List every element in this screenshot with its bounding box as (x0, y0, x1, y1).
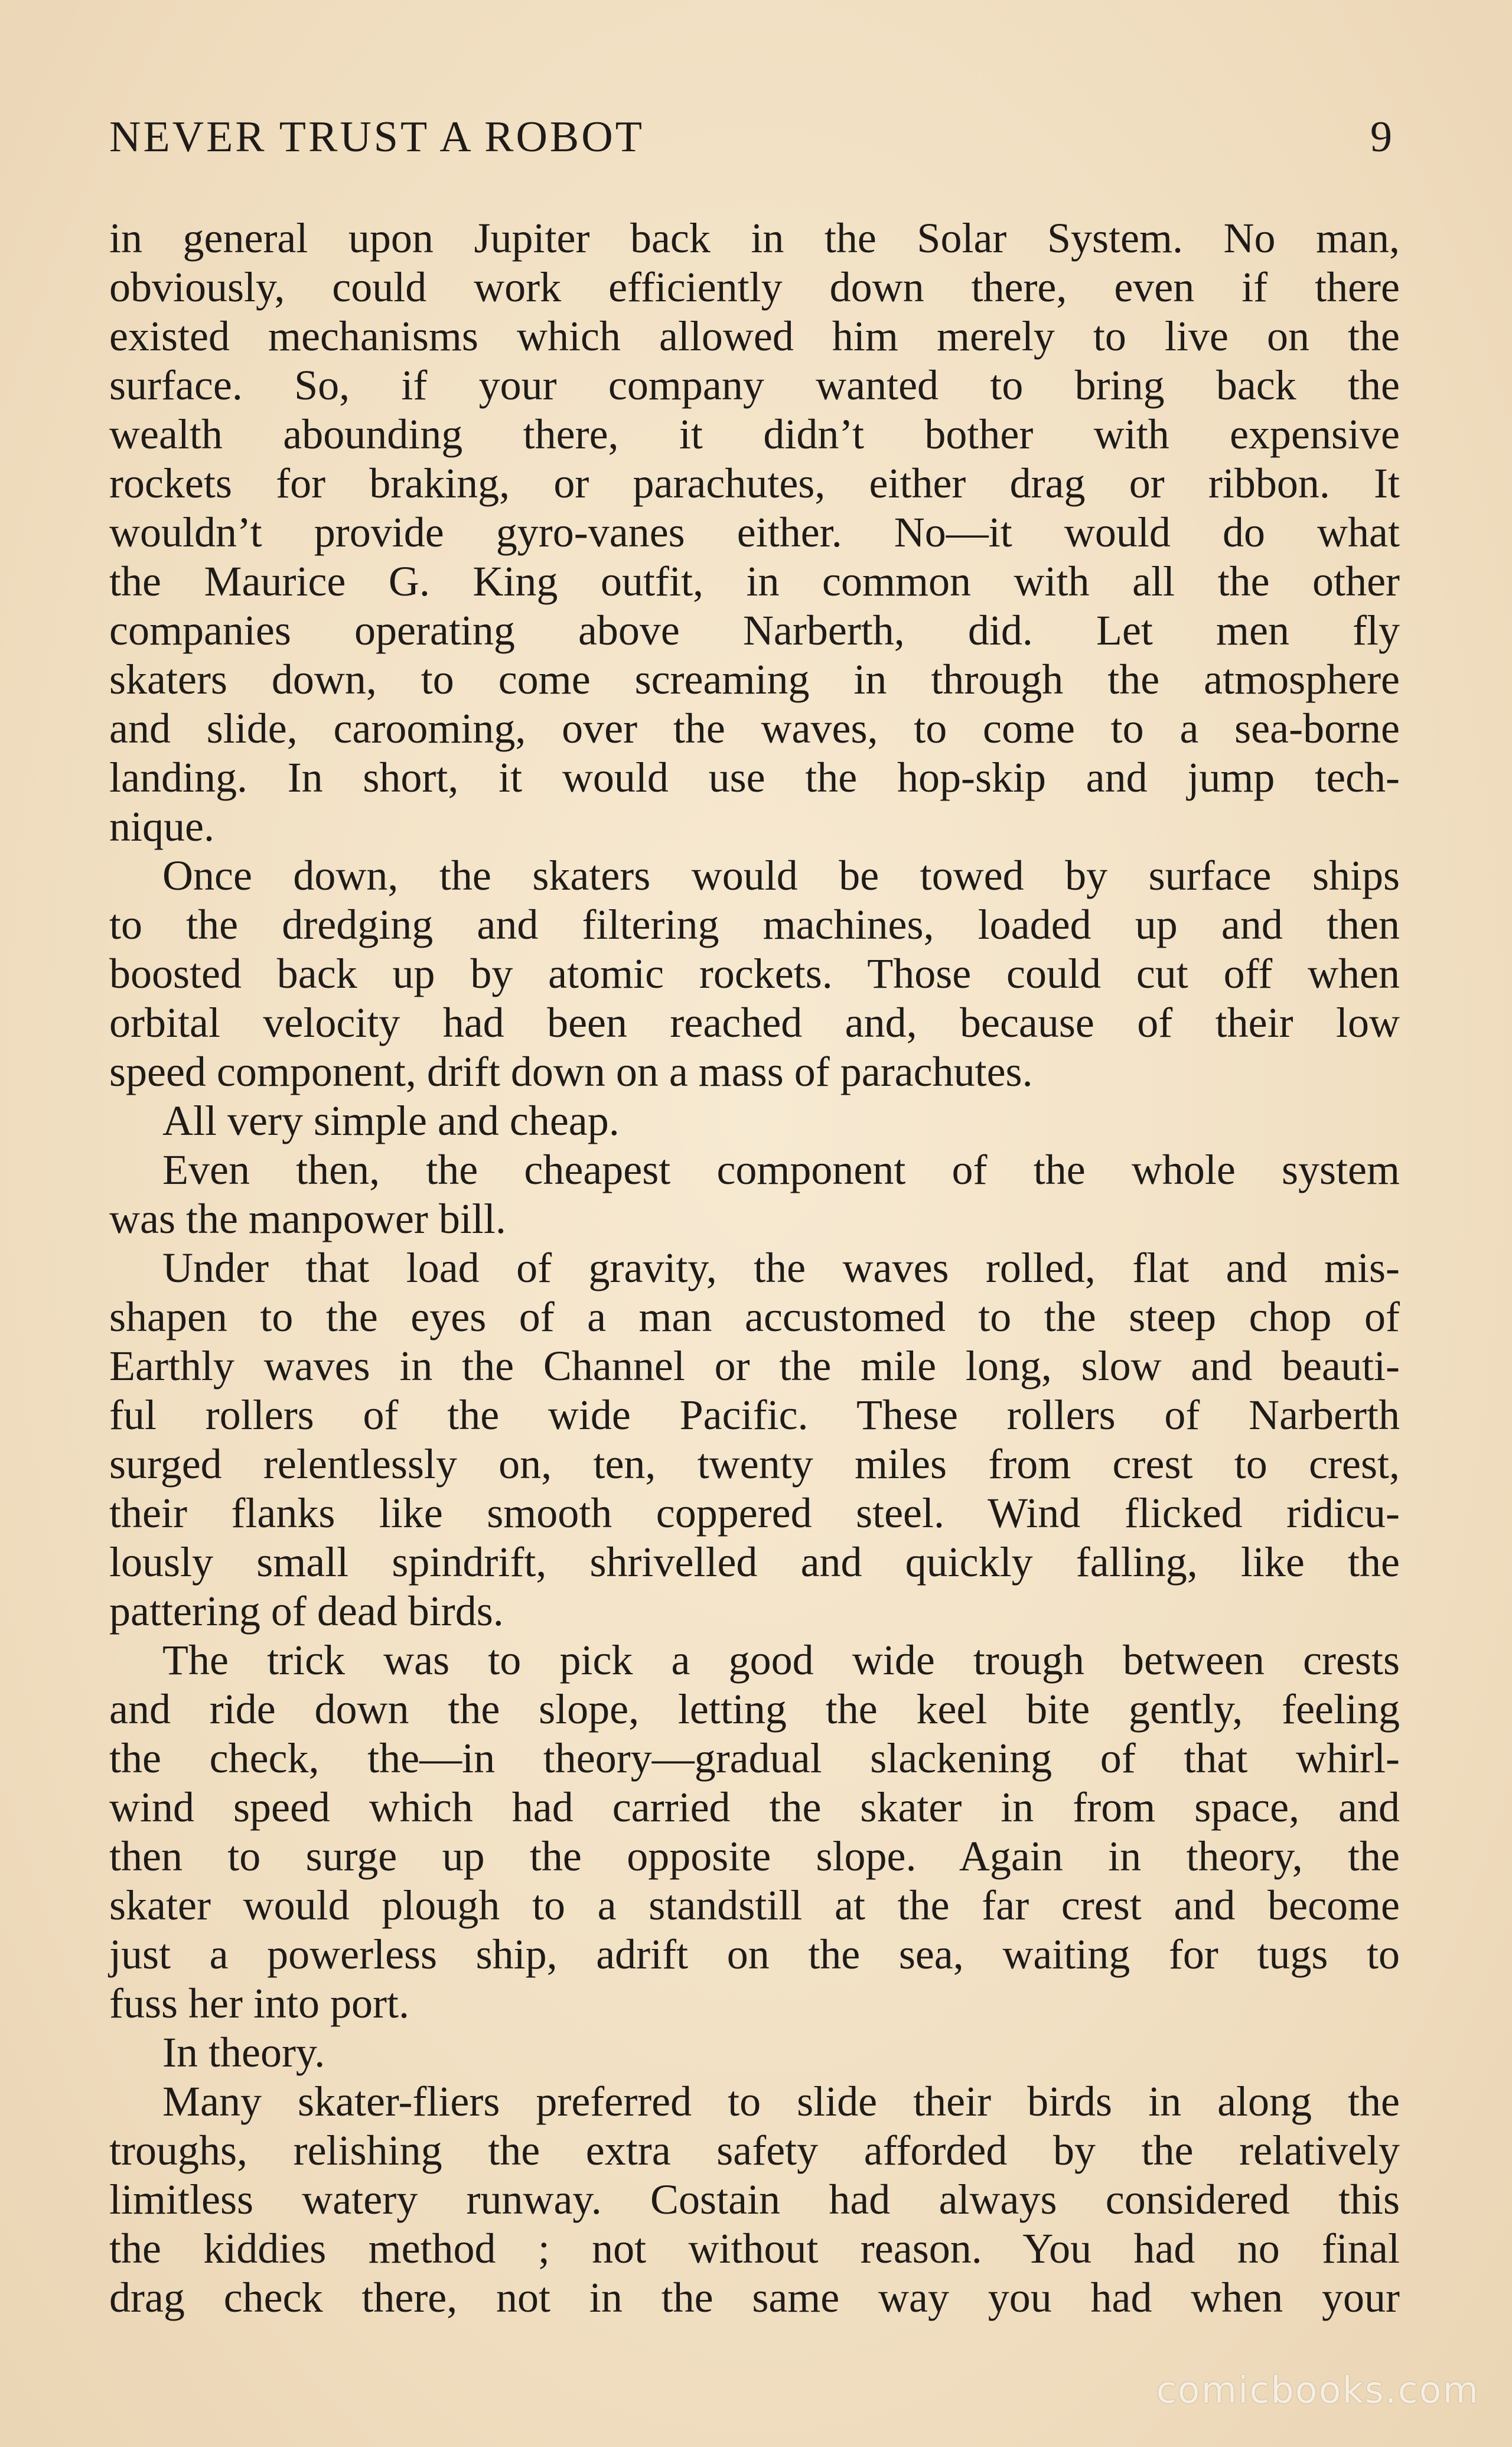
text-line: then to surge up the opposite slope. Again in theory, the (109, 1833, 1400, 1880)
text-line: surface. So, if your company wanted to bring back the (109, 362, 1400, 409)
text-line: obviously, could work efficiently down there, even if there (109, 263, 1400, 311)
text-line: skater would plough to a standstill at the far crest and become (109, 1882, 1400, 1929)
text-line: the Maurice G. King outfit, in common with all the other (109, 558, 1400, 605)
text-line: just a powerless ship, adrift on the sea, waiting for tugs to (109, 1931, 1400, 1978)
text-line: pattering of dead birds. (109, 1587, 504, 1635)
page-number: 9 (1370, 113, 1394, 161)
text-line: was the manpower bill. (109, 1195, 506, 1242)
text-line: fuss her into port. (109, 1980, 409, 2027)
text-line: ful rollers of the wide Pacific. These rollers of Narberth (109, 1391, 1400, 1439)
text-line: shapen to the eyes of a man accustomed to the steep chop of (109, 1293, 1400, 1340)
running-head (109, 112, 1394, 162)
text-line: The trick was to pick a good wide trough between crests (162, 1636, 1400, 1684)
text-line: speed component, drift down on a mass of parachutes. (109, 1048, 1033, 1095)
text-line: in general upon Jupiter back in the Solar System. No man, (109, 214, 1400, 262)
text-line: Earthly waves in the Channel or the mile long, slow and beauti- (109, 1342, 1400, 1390)
text-line: landing. In short, it would use the hop-skip and jump tech- (109, 754, 1400, 801)
text-line: skaters down, to come screaming in through the atmosphere (109, 656, 1400, 703)
text-line: their flanks like smooth coppered steel. Wind flicked ridicu- (109, 1489, 1400, 1537)
text-line: wouldn’t provide gyro-vanes either. No—it would do what (109, 509, 1400, 556)
text-line: and ride down the slope, letting the keel bite gently, feeling (109, 1685, 1400, 1733)
text-line: companies operating above Narberth, did. Let men fly (109, 607, 1400, 654)
text-line: lously small spindrift, shrivelled and quickly falling, like the (109, 1538, 1400, 1586)
text-line: Once down, the skaters would be towed by surface ships (162, 852, 1400, 899)
text-line: wind speed which had carried the skater in from space, and (109, 1784, 1400, 1831)
text-line: drag check there, not in the same way you had when your (109, 2274, 1400, 2321)
body-text (109, 214, 1400, 2322)
text-line: to the dredging and filtering machines, loaded up and then (109, 901, 1400, 948)
text-line: boosted back up by atomic rockets. Those could cut off when (109, 950, 1400, 997)
text-line: existed mechanisms which allowed him merely to live on the (109, 313, 1400, 360)
text-line: the kiddies method ; not without reason. You had no final (109, 2225, 1400, 2272)
watermark: comicbooks.com (1156, 2368, 1480, 2412)
text-line: rockets for braking, or parachutes, either drag or ribbon. It (109, 460, 1400, 507)
text-line: wealth abounding there, it didn’t bother with expensive (109, 411, 1400, 458)
text-line: Even then, the cheapest component of the whole system (162, 1146, 1400, 1193)
text-line: limitless watery runway. Costain had always considered this (109, 2176, 1400, 2223)
text-line: troughs, relishing the extra safety afforded by the relatively (109, 2127, 1400, 2174)
text-line: surged relentlessly on, ten, twenty miles from crest to crest, (109, 1440, 1400, 1488)
text-line: In theory. (162, 2029, 325, 2076)
text-line: Under that load of gravity, the waves rolled, flat and mis- (162, 1244, 1400, 1291)
text-line: All very simple and cheap. (162, 1097, 620, 1144)
text-line: orbital velocity had been reached and, because of their low (109, 999, 1400, 1046)
running-title: NEVER TRUST A ROBOT (109, 113, 644, 161)
text-line: nique. (109, 803, 214, 850)
text-line: and slide, carooming, over the waves, to come to a sea-borne (109, 705, 1400, 752)
text-line: Many skater-fliers preferred to slide their birds in along the (162, 2078, 1400, 2125)
text-line: the check, the—in theory—gradual slackening of that whirl- (109, 1735, 1400, 1782)
